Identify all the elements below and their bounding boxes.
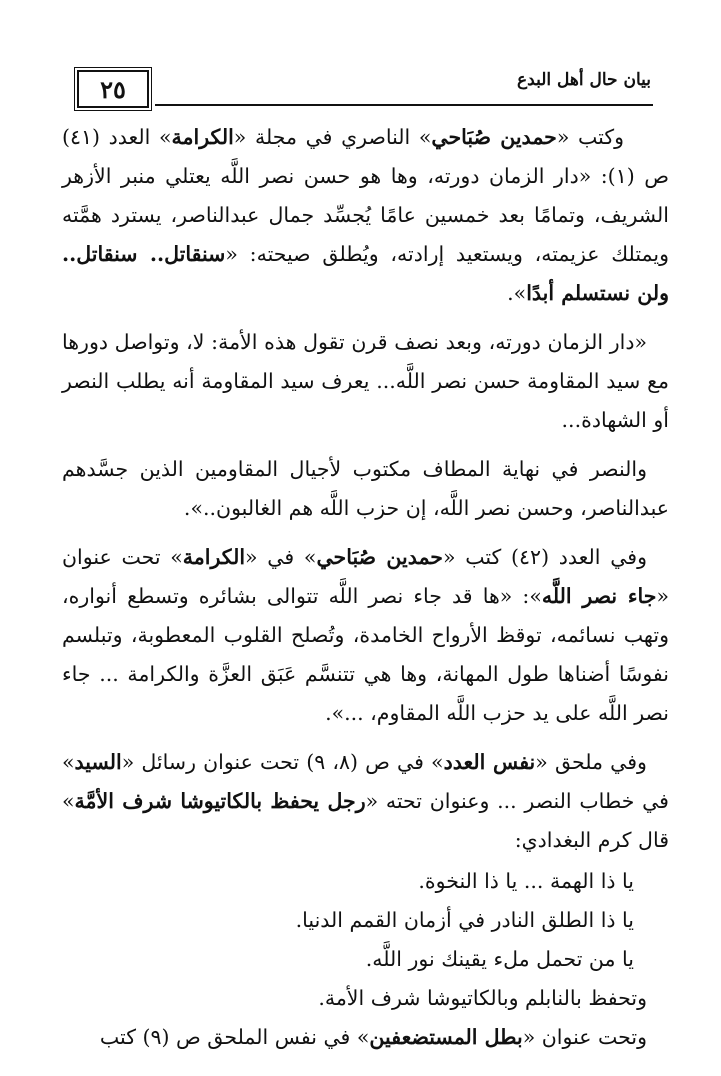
text-segment: » في نفس الملحق ص (٩) كتب [99,1025,370,1049]
bold-text: حمدين صُبَاحي [316,545,443,569]
text-segment: وفي ملحق « [535,750,647,774]
running-title: بيان حال أهل البدع [517,70,651,90]
text-segment: ». [507,281,527,305]
text-segment: » في « [245,545,317,569]
text-segment: وكتب « [556,125,625,149]
verse-block [62,862,669,1018]
text-segment: «دار الزمان دورته، وبعد نصف قرن تقول هذه الأمة: لا، وتواصل دورها مع سيد المقاومة حسن نصر اللَّه... يعرف سيد المقاومة أنه يطلب النصر أو الشهادة... [62,330,669,432]
bold-text: سنقاتل.. سنقاتل.. ولن نستسلم أبدًا [62,242,669,305]
verse-line: وتحفظ بالنابلم وبالكاتيوشا شرف الأمة. [318,986,647,1010]
paragraph-3 [62,450,669,528]
bold-text: الكرامة [182,545,246,569]
page-number: ٢٥ [100,74,126,104]
bold-text: حمدين صُبَاحي [431,125,557,149]
paragraph-5 [62,743,669,860]
paragraph-1 [62,118,669,313]
bold-text: رجل يحفظ بالكاتيوشا شرف الأمَّة [74,789,366,813]
page-number-box [77,70,149,108]
paragraph-2 [62,323,669,440]
text-segment: وفي العدد (٤٢) كتب « [442,545,647,569]
header-rule [155,104,653,106]
closing-paragraph [62,1018,669,1057]
bold-text: نفس العدد [443,750,536,774]
text-segment: » في ص (٨، ٩) تحت عنوان رسائل « [121,750,444,774]
text-segment: » الناصري في مجلة « [233,125,432,149]
verse-line: يا ذا الهمة ... يا ذا النخوة. [418,869,634,893]
verse-line: يا من تحمل ملء يقينك نور اللَّه. [365,947,634,971]
text-segment: » العدد (٤١) ص (١): «دار الزمان دورته، وها هو حسن نصر اللَّه يعتلي منبر الأزهر الشريف، وتمامًا بعد خمسين عامًا يُجسِّد جمال عبدالناصر، يسترد همَّته ويمتلك عزيمته، ويستعيد إرادته، ويُطلق صيحته: « [62,125,669,266]
verse-line: يا ذا الطلق النادر في أزمان القمم الدنيا. [295,908,634,932]
text-segment: » قال كرم البغدادي: [62,789,669,852]
text-segment: والنصر في نهاية المطاف مكتوب لأجيال المقاومين الذين جسَّدهم عبدالناصر، وحسن نصر اللَّه، إن حزب اللَّه هم الغالبون..». [62,457,669,520]
text-segment: وتحت عنوان « [522,1025,647,1049]
text-segment: » في خطاب النصر ... وعنوان تحته « [62,750,669,813]
text-segment: » تحت عنوان « [62,545,669,608]
body-text [62,118,669,1057]
bold-text: السيد [74,750,122,774]
paragraph-4 [62,538,669,733]
text-segment: »: «ها قد جاء نصر اللَّه تتوالى بشائره وتسطع أنواره، وتهب نسائمه، توقظ الأرواح الخامدة، وتُصلح القلوب المعطوبة، وتبلسم نفوسًا أضناها طول المهانة، وها هي تتنسَّم عَبَق العزَّة والكرامة ... جاء نصر اللَّه على يد حزب اللَّه المقاوم، ...». [62,584,669,725]
bold-text: الكرامة [171,125,234,149]
page-header [0,0,721,115]
bold-text: جاء نصر اللَّه [541,584,657,608]
bold-text: بطل المستضعفين [369,1025,523,1049]
